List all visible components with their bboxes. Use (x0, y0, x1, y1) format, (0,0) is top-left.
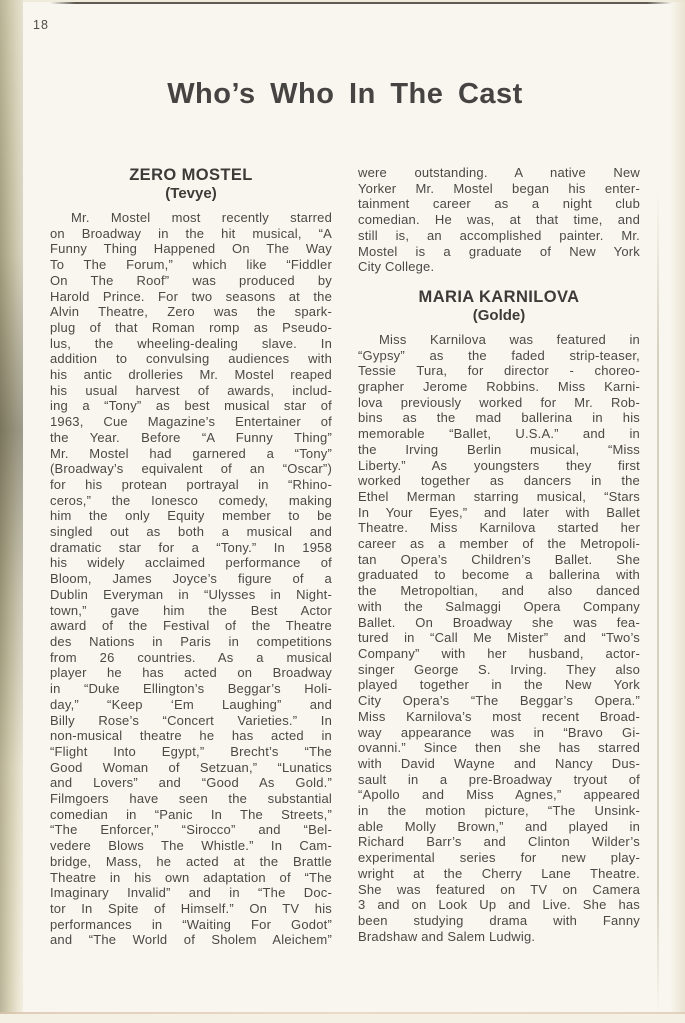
text-line: singled out as both a musical and (50, 524, 332, 540)
text-line: Mr. Mostel most recently starred (71, 210, 332, 225)
text-line: tured in “Call Me Mister” and “Two’s (358, 630, 640, 646)
text-line: bins as the mad ballerina in his (358, 410, 640, 426)
page-edge-left-binding (0, 0, 23, 1023)
text-line: City Opera’s “The Beggar’s Opera.” (358, 693, 640, 709)
text-line: City College. (358, 259, 435, 275)
text-line: his antic drolleries Mr. Mostel reaped (50, 367, 332, 383)
text-line: for his protean portrayal in “Rhino- (50, 476, 332, 492)
text-line: “The Enforcer,” “Sirocco” and “Bel- (50, 822, 332, 838)
text-line: tor In Spite of Himself.” On TV his (50, 900, 332, 916)
text-line: singer George S. Irving. They also (358, 661, 640, 677)
cast-member-role-subheading: (Golde) (472, 306, 526, 324)
text-line: ceros,” the Ionesco comedy, making (50, 492, 332, 508)
page-crease-right (657, 190, 659, 1013)
text-line: “Gypsy” as the faded strip-teaser, (358, 347, 640, 363)
text-line: Theatre in his own adaptation of “The (50, 869, 332, 885)
text-line: with David Wayne and Nancy Dus- (358, 755, 640, 771)
text-line: with the Salmaggi Opera Company (358, 598, 640, 614)
text-line: des Nations in Paris in competitions (50, 633, 332, 649)
text-line: Richard Barr’s and Clinton Wilder’s (358, 834, 640, 850)
text-line: She was featured on TV on Camera (358, 881, 640, 897)
text-line: able Molly Brown,” and played in (358, 818, 640, 834)
text-line: Tessie Tura, for director - choreo- (358, 363, 640, 379)
text-line: “Apollo and Miss Agnes,” appeared (358, 787, 640, 803)
text-line: Ethel Merman starring musical, “Stars (358, 488, 640, 504)
text-line: on Broadway in the hit musical, “A (50, 225, 332, 241)
text-line: award of the Festival of the Theatre (50, 618, 332, 634)
bio-text-karnilova (358, 332, 640, 944)
right-column (358, 165, 640, 948)
text-line: performances in “Waiting For Godot” (50, 916, 332, 932)
cast-member-name-heading: ZERO MOSTEL (129, 166, 253, 184)
text-line: graduated to become a ballerina with (358, 567, 640, 583)
text-line: wright at the Cherry Lane Theatre. (358, 865, 640, 881)
text-line: comedian. He was, at that time, and (358, 212, 640, 228)
two-column-layout (50, 165, 640, 948)
text-line: Funny Thing Happened On The Way (50, 241, 332, 257)
text-line: To The Forum,” which like “Fiddler (50, 257, 332, 273)
text-line: dramatic star for a “Tony.” In 1958 (50, 539, 332, 555)
text-line: memorable “Ballet, U.S.A.” and in (358, 426, 640, 442)
text-line: in “Duke Ellington’s Beggar’s Holi- (50, 681, 332, 697)
cast-member-name-heading: MARIA KARNILOVA (418, 287, 580, 306)
text-line: vedere Blows The Whistle.” In Cam- (50, 838, 332, 854)
page-number: 18 (33, 18, 49, 32)
text-line: sault in a pre-Broadway tryout of (358, 771, 640, 787)
page-edge-top-line (50, 2, 672, 4)
page-edge-bottom-paper (0, 1014, 685, 1023)
text-line: Company” with her husband, actor- (358, 645, 640, 661)
text-line: Bradshaw and Salem Ludwig. (358, 928, 536, 944)
text-line: the Irving Berlin musical, “Miss (358, 441, 640, 457)
text-line: town,” gave him the Best Actor (50, 602, 332, 618)
text-line: Billy Rose’s “Concert Varieties.” In (50, 712, 332, 728)
page-title: Who’s Who In The Cast (167, 78, 523, 110)
text-line: On The Roof” was produced by (50, 272, 332, 288)
text-line: his usual harvest of awards, includ- (50, 382, 332, 398)
text-line: Mostel is a graduate of New York (358, 243, 640, 259)
text-line: addition to convulsing audiences with (50, 351, 332, 367)
text-line: lova previously worked for Mr. Rob- (358, 394, 640, 410)
text-line: 3 and on Look Up and Live. She has (358, 897, 640, 913)
text-line: Yorker Mr. Mostel began his enter- (358, 180, 640, 196)
text-line: ing a “Tony” as best musical star of (50, 398, 332, 414)
text-line: career as a member of the Metropoli- (358, 536, 640, 552)
text-line: Dublin Everyman in “Ulysses in Night- (50, 586, 332, 602)
text-line: experimental series for new play- (358, 850, 640, 866)
text-line: player he has acted on Broadway (50, 665, 332, 681)
text-line: Alvin Theatre, Zero was the spark- (50, 304, 332, 320)
text-line: non-musical theatre he has acted in (50, 728, 332, 744)
text-line: Good Woman of Setzuan,” “Lunatics (50, 759, 332, 775)
karnilova-section (358, 287, 640, 944)
text-line: from 26 countries. As a musical (50, 649, 332, 665)
text-line: in the motion picture, “The Unsink- (358, 803, 640, 819)
text-line: Mr. Mostel had garnered a “Tony” (50, 445, 332, 461)
text-line: (Broadway’s equivalent of an “Oscar”) (50, 461, 332, 477)
text-line: “Flight Into Egypt,” Brecht’s “The (50, 743, 332, 759)
text-line: the Year. Before “A Funny Thing” (50, 429, 332, 445)
text-line: way appearance was in “Bravo Gi- (358, 724, 640, 740)
cast-member-role-subheading: (Tevye) (165, 185, 217, 202)
text-line: grapher Jerome Robbins. Miss Karni- (358, 379, 640, 395)
page-edge-right-shade (670, 0, 685, 1023)
text-line: and Lovers” and “Good As Gold.” (50, 775, 332, 791)
text-line: his widely acclaimed performance of (50, 555, 332, 571)
text-line: tan Opera’s Children’s Ballet. She (358, 551, 640, 567)
text-line: comedian in “Panic In The Streets,” (50, 806, 332, 822)
bio-text-mostel (50, 210, 332, 948)
text-line: day,” “Keep ‘Em Laughing” and (50, 696, 332, 712)
text-line: played together in the New York (358, 677, 640, 693)
text-line: Imaginary Invalid” and in “The Doc- (50, 885, 332, 901)
text-line: Harold Prince. For two seasons at the (50, 288, 332, 304)
text-line: bridge, Mass, he acted at the Brattle (50, 853, 332, 869)
left-column (50, 165, 332, 948)
text-line: been studying drama with Fanny (358, 912, 640, 928)
text-line: were outstanding. A native New (358, 165, 640, 180)
text-line: plug of that Roman romp as Pseudo- (50, 319, 332, 335)
text-line: tainment career as a night club (358, 196, 640, 212)
text-line: still is, an accomplished painter. Mr. (358, 227, 640, 243)
text-line: Miss Karnilova was featured in (379, 331, 640, 347)
text-line: worked together as dancers in the (358, 473, 640, 489)
text-line: ovanni.” Since then she has starred (358, 740, 640, 756)
text-line: Miss Karnilova’s most recent Broad- (358, 708, 640, 724)
text-line: Liberty.” As youngsters they first (358, 457, 640, 473)
bio-text-mostel-continued (358, 165, 640, 275)
text-line: 1963, Cue Magazine’s Entertainer of (50, 414, 332, 430)
text-line: In Your Eyes,” and later with Ballet (358, 504, 640, 520)
text-line: him the only Equity member to be (50, 508, 332, 524)
text-line: Ballet. On Broadway she was fea- (358, 614, 640, 630)
text-line: the Metropoltian, and also danced (358, 583, 640, 599)
text-line: lus, the wheeling-dealing slave. In (50, 335, 332, 351)
text-line: Filmgoers have seen the substantial (50, 791, 332, 807)
text-line: Bloom, James Joyce’s figure of a (50, 571, 332, 587)
text-line: and “The World of Sholem Aleichem” (50, 932, 332, 948)
text-line: Theatre. Miss Karnilova started her (358, 520, 640, 536)
